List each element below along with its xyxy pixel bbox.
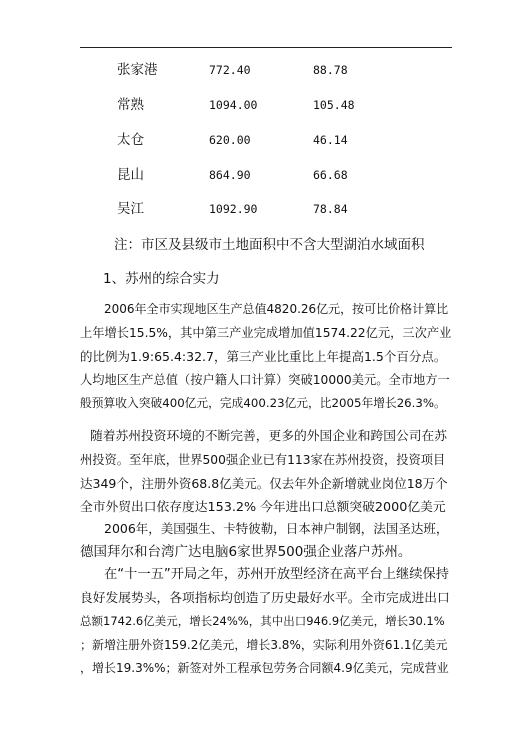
paragraph-line: ；新增注册外资159.2亿美元，增长3.8%，实际利用外资61.1亿美元 — [80, 637, 448, 652]
top-rule — [80, 47, 452, 48]
paragraph-line: 般预算收入突破400亿元，完成400.23亿元，比2005年增长26.3%。 — [80, 396, 446, 410]
paragraph-line: 全市外贸出口依存度达153.2% 今年进出口总额突破2000亿美元 — [80, 499, 446, 515]
land-area: 772.40 — [209, 63, 251, 77]
city-name: 张家港 — [117, 62, 158, 78]
table-note: 注：市区及县级市土地面积中不含大型湖泊水域面积 — [114, 237, 425, 253]
paragraph-line: ，增长19.3%%；新签对外工程承包劳务合同额4.9亿美元，完成营业 — [80, 661, 449, 675]
population: 78.84 — [313, 202, 348, 216]
paragraph-line: 总额1742.6亿美元，增长24%%，其中出口946.9亿美元，增长30.1% — [80, 614, 445, 628]
city-name: 太仓 — [117, 132, 144, 148]
population: 66.68 — [313, 168, 348, 182]
land-area: 1094.00 — [209, 98, 258, 112]
paragraph-line: 良好发展势头，各项指标均创造了历史最好水平。全市完成进出口 — [80, 590, 450, 606]
paragraph-fortune500 — [80, 517, 452, 564]
land-area: 620.00 — [209, 133, 251, 147]
paragraph-line: 2006年，美国强生、卡特彼勒，日本神户制钢，法国圣达班， — [104, 521, 449, 536]
land-area: 1092.90 — [209, 202, 258, 216]
paragraph-line: 在“十一五”开局之年，苏州开放型经济在高平台上继续保持 — [104, 567, 449, 582]
section-heading: 1、苏州的综合实力 — [103, 271, 220, 287]
paragraph-open-economy — [80, 563, 452, 681]
city-name: 常熟 — [117, 97, 144, 113]
city-name: 吴江 — [117, 201, 144, 217]
paragraph-line: 的比例为1.9:65.4:32.7，第三产业比重比上年提高1.5个百分点。 — [80, 349, 447, 364]
paragraph-line: 州投资。至年底，世界500强企业已有113家在苏州投资，投资项目 — [80, 452, 446, 467]
paragraph-line: 2006年全市实现地区生产总值4820.26亿元，按可比价格计算比 — [104, 302, 449, 316]
paragraph-line: 上年增长15.5%，其中第三产业完成增加值1574.22亿元，三次产业 — [80, 325, 452, 340]
paragraph-line: 随着苏州投资环境的不断完善，更多的外国企业和跨国公司在苏 — [90, 429, 447, 444]
paragraph-line: 人均地区生产总值（按户籍人口计算）突破10000美元。全市地方一 — [80, 372, 450, 387]
paragraph-line: 达349个，注册外资68.8亿美元。仅去年外企新增就业岗位18万个 — [80, 476, 448, 491]
population: 105.48 — [313, 98, 355, 112]
population: 88.78 — [313, 63, 348, 77]
paragraph-line: 德国拜尔和台湾广达电脑6家世界500强企业落户苏州。 — [80, 543, 412, 560]
paragraph-investment — [80, 425, 452, 519]
land-area: 864.90 — [209, 168, 251, 182]
city-name: 昆山 — [117, 167, 144, 183]
paragraph-gdp — [80, 298, 452, 416]
population: 46.14 — [313, 133, 348, 147]
